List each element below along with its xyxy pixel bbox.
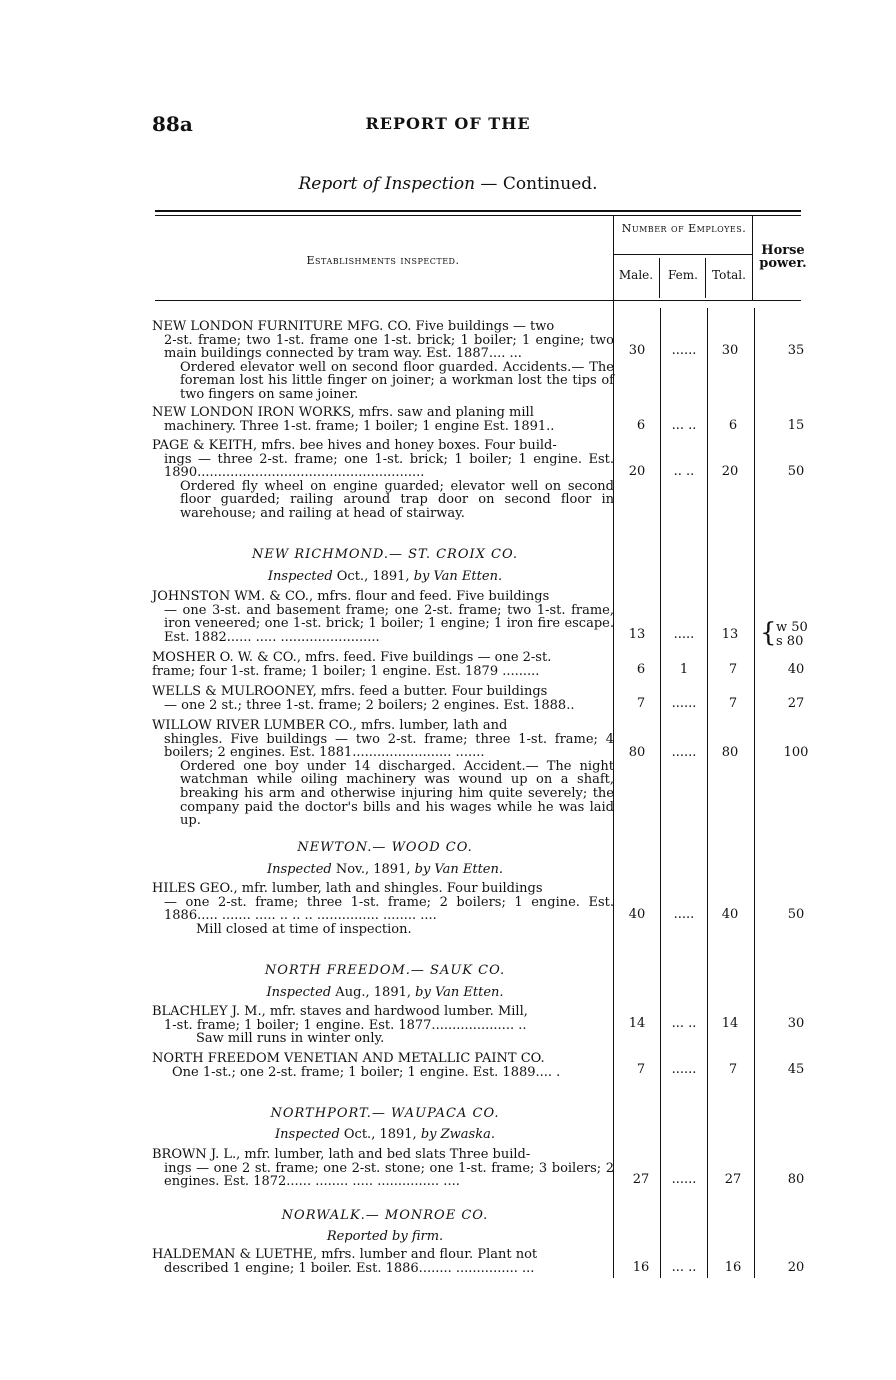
entry-willow-river-lumber	[152, 719, 614, 828]
entry-continuation: — one 3-st. and basement frame; one 2-st. frame; two 1-st. frame, iron veneered; one 1-st. brick; 1 boiler; 1 engine; 1 iron fire escape. Est. 1882...... ..... ........................	[164, 602, 614, 645]
horse-power: 27	[787, 696, 805, 711]
total-count: 7	[728, 1062, 738, 1077]
entry-first-line: HALDEMAN & LUETHE, mfrs. lumber and flour. Plant not	[152, 1247, 538, 1262]
entry-north-freedom-paint	[152, 1052, 614, 1079]
total-count: 40	[721, 907, 739, 922]
header-bottom-rule	[155, 300, 801, 301]
male-count: 6	[636, 662, 646, 677]
male-count: 7	[636, 1062, 646, 1077]
inspected-date: Aug., 1891,	[331, 985, 416, 1000]
city-heading: NORTH FREEDOM.— SAUK CO.	[264, 963, 506, 978]
entry-continuation: described 1 engine; 1 boiler. Est. 1886........ ............... ...	[164, 1260, 535, 1276]
entry-continuation: ings — one 2 st. frame; one 2-st. stone; one 1-st. frame; 3 boilers; 2 engines. Est. 1872...... ........ ..... ............... ....	[164, 1160, 614, 1190]
entry-blachley-jm	[152, 1005, 614, 1046]
city-heading: NORTHPORT.— WAUPACA CO.	[270, 1106, 500, 1121]
entry-continuation: machinery. Three 1-st. frame; 1 boiler; 1 engine Est. 1891..	[164, 418, 555, 434]
total-count: 14	[721, 1016, 739, 1031]
city-heading: NEWTON.— WOOD CO.	[297, 840, 473, 855]
inspected-label: Inspected	[267, 569, 333, 584]
fem-count: ......	[671, 745, 697, 760]
col-line-2	[659, 258, 660, 298]
fem-count: ......	[671, 1172, 697, 1187]
male-count: 20	[628, 464, 646, 479]
header-fem: Fem.	[668, 268, 698, 282]
header-horse-power: Horse power.	[759, 243, 807, 271]
inspection-line	[155, 862, 615, 877]
page-number: 88a	[152, 112, 193, 136]
entry-brown-jl	[152, 1148, 614, 1189]
inspection-line	[155, 569, 615, 584]
horse-power: 35	[787, 343, 805, 358]
entry-note: Mill closed at time of inspection.	[196, 921, 412, 937]
fem-count: ......	[671, 343, 697, 358]
total-count: 13	[721, 627, 739, 642]
male-count: 80	[628, 745, 646, 760]
running-head: REPORT OF THE	[365, 114, 531, 133]
col-line-2b	[660, 308, 661, 1278]
fem-count: ... ..	[671, 1016, 697, 1031]
entry-mosher-ow	[152, 651, 614, 678]
total-count: 80	[721, 745, 739, 760]
total-count: 27	[724, 1172, 742, 1187]
male-count: 14	[628, 1016, 646, 1031]
fem-count: ... ..	[671, 1260, 697, 1275]
subtitle-rest: — Continued.	[475, 174, 598, 194]
entry-continuation: — one 2 st.; three 1-st. frame; 2 boilers; 2 engines. Est. 1888..	[164, 697, 575, 713]
entry-hiles-geo	[152, 882, 614, 936]
reported-by: Reported by firm.	[326, 1229, 444, 1244]
page-subtitle	[0, 174, 896, 194]
city-heading: NORWALK.— MONROE CO.	[281, 1208, 489, 1223]
male-count: 6	[636, 418, 646, 433]
horse-power: 45	[787, 1062, 805, 1077]
entry-first-line: JOHNSTON WM. & CO., mfrs. flour and feed. Five buildings	[152, 589, 550, 604]
horse-power-w: w 50	[776, 620, 808, 635]
col-line-3b	[707, 308, 708, 1278]
horse-power: 30	[787, 1016, 805, 1031]
inspection-line	[155, 1127, 615, 1142]
entry-page-keith	[152, 439, 614, 521]
entry-note: Saw mill runs in winter only.	[196, 1031, 385, 1047]
fem-count: .....	[673, 907, 695, 922]
entry-first-line: PAGE & KEITH, mfrs. bee hives and honey boxes. Four build-	[152, 438, 557, 453]
header-establishments: Establishments inspected.	[306, 254, 460, 267]
entry-continuation: shingles. Five buildings — two 2-st. frame; three 1-st. frame; 4 boilers; 2 engines. Est. 1881........................ .......	[164, 731, 614, 761]
entry-new-london-furniture	[152, 320, 614, 402]
col-line-3	[705, 258, 706, 298]
total-count: 30	[721, 343, 739, 358]
total-count: 7	[728, 662, 738, 677]
inspected-by: by Zwaska.	[420, 1127, 495, 1142]
inspected-by: by Van Etten.	[414, 862, 503, 877]
entry-first-line: HILES GEO., mfr. lumber, lath and shingles. Four buildings	[152, 881, 543, 896]
fem-count: 1	[679, 662, 689, 677]
entry-first-line: WELLS & MULROONEY, mfrs. feed a butter. Four buildings	[152, 684, 548, 699]
inspected-date: Oct., 1891,	[339, 1127, 421, 1142]
fem-count: ......	[671, 1062, 697, 1077]
horse-power: 20	[787, 1260, 805, 1275]
entry-wells-mulrooney	[152, 685, 614, 712]
horse-power: 50	[787, 464, 805, 479]
horse-power: 80	[787, 1172, 805, 1187]
male-count: 7	[636, 696, 646, 711]
horse-power: 100	[783, 745, 809, 760]
fem-count: ......	[671, 696, 697, 711]
top-rule	[155, 210, 801, 212]
subtitle-italic: Report of Inspection	[298, 174, 476, 194]
entry-first-line: NEW LONDON IRON WORKS, mfrs. saw and planing mill	[152, 405, 534, 420]
entry-continuation: 1-st. frame; 1 boiler; 1 engine. Est. 1877.................... ..	[164, 1017, 527, 1033]
entry-haldeman-luethe	[152, 1248, 614, 1275]
header-number-of-employes: Number of Employes.	[621, 222, 747, 235]
male-count: 40	[628, 907, 646, 922]
entry-first-line: BROWN J. L., mfr. lumber, lath and bed slats Three build-	[152, 1147, 531, 1162]
total-count: 7	[728, 696, 738, 711]
total-count: 16	[724, 1260, 742, 1275]
entry-continuation: One 1-st.; one 2-st. frame; 1 boiler; 1 engine. Est. 1889.... .	[172, 1064, 561, 1080]
male-count: 30	[628, 343, 646, 358]
entry-note: Ordered fly wheel on engine guarded; elevator well on second floor guarded; railing around trap door on second floor in warehouse; and railing at head of stairway.	[180, 478, 614, 521]
entry-note: Ordered elevator well on second floor guarded. Accidents.— The foreman lost his little finger on joiner; a workman lost the tips of two fingers on same joiner.	[180, 359, 614, 402]
total-count: 6	[728, 418, 738, 433]
inspected-by: by Van Etten.	[415, 985, 504, 1000]
total-count: 20	[721, 464, 739, 479]
inspected-label: Inspected	[267, 862, 332, 877]
male-count: 13	[628, 627, 646, 642]
entry-first-line: NEW LONDON FURNITURE MFG. CO. Five buildings — two	[152, 319, 555, 334]
inspected-label: Inspected	[275, 1127, 340, 1142]
horse-power: 40	[787, 662, 805, 677]
col-line-4b	[754, 308, 755, 1278]
col-line-4	[752, 216, 753, 300]
entry-continuation: ings — three 2-st. frame; one 1-st. brick; 1 boiler; 1 engine. Est. 1890.......................................................	[164, 451, 614, 481]
male-count: 27	[632, 1172, 650, 1187]
fem-count: .....	[673, 627, 695, 642]
entry-first-line: MOSHER O. W. & CO., mfrs. feed. Five buildings — one 2-st.	[152, 650, 552, 665]
top-rule-thin	[155, 215, 801, 216]
entry-continuation: — one 2-st. frame; three 1-st. frame; 2 boilers; 1 engine. Est. 1886..... ....... ..... .. .. .. ............... ........ ....	[164, 894, 614, 924]
inspected-date: Nov., 1891,	[331, 862, 415, 877]
inspected-label: Inspected	[266, 985, 332, 1000]
horse-power-s: s 80	[776, 634, 804, 649]
inspection-line	[155, 985, 615, 1000]
inspected-by: by Van Etten.	[413, 569, 503, 584]
horse-power: 15	[787, 418, 805, 433]
male-count: 16	[632, 1260, 650, 1275]
city-heading: NEW RICHMOND.— ST. CROIX CO.	[252, 547, 518, 562]
inspected-date: Oct., 1891,	[332, 569, 414, 584]
header-total: Total.	[712, 268, 746, 282]
fem-count: .. ..	[673, 464, 695, 479]
entry-johnston-wm	[152, 590, 614, 644]
header-employes-rule	[614, 254, 752, 255]
header-male: Male.	[618, 268, 654, 282]
inspection-line	[155, 1229, 615, 1244]
fem-count: ... ..	[671, 418, 697, 433]
horse-power-brace: {	[760, 618, 777, 648]
entry-first-line: WILLOW RIVER LUMBER CO., mfrs. lumber, lath and	[152, 718, 508, 733]
entry-first-line: BLACHLEY J. M., mfr. staves and hardwood lumber. Mill,	[152, 1004, 528, 1019]
entry-continuation: frame; four 1-st. frame; 1 boiler; 1 engine. Est. 1879 .........	[152, 663, 540, 679]
entry-continuation: 2-st. frame; two 1-st. frame one 1-st. brick; 1 boiler; 1 engine; two main buildings connected by tram way. Est. 1887.... ...	[164, 332, 614, 362]
entry-note: Ordered one boy under 14 discharged. Accident.— The night watchman while oiling machinery was wound up on a shaft, breaking his arm and otherwise injuring him quite severely; the company paid the doctor's bills and his wages while he was laid up.	[180, 758, 614, 829]
horse-power: 50	[787, 907, 805, 922]
entry-new-london-iron-works	[152, 406, 614, 433]
entry-first-line: NORTH FREEDOM VENETIAN AND METALLIC PAINT CO.	[152, 1051, 545, 1066]
